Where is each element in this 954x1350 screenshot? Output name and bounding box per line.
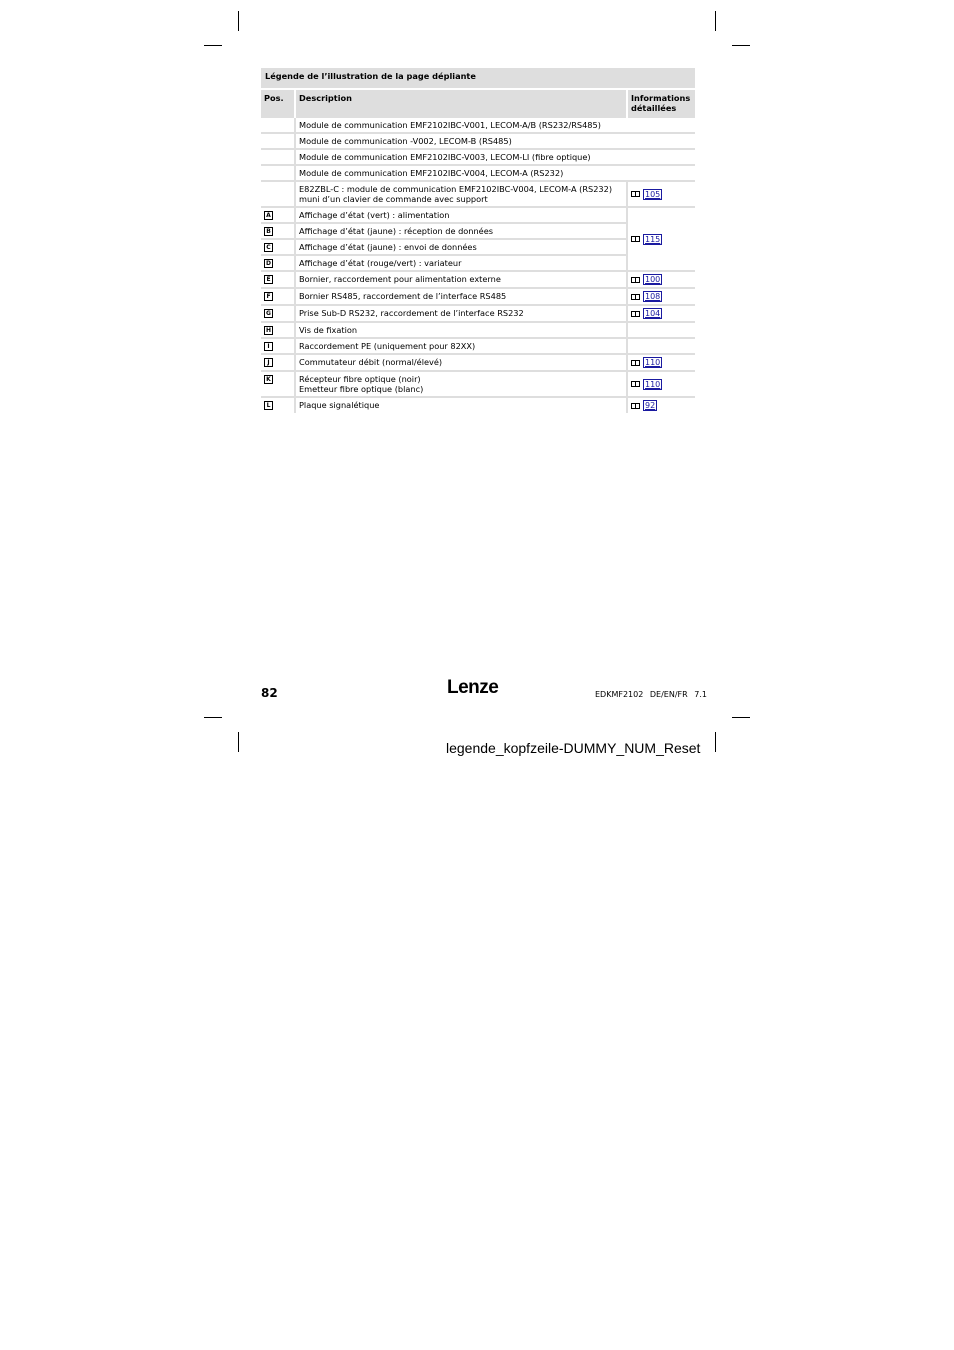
book-icon	[631, 236, 640, 242]
table-title: Légende de l’illustration de la page dépliante	[261, 68, 695, 88]
row-description: Récepteur fibre optique (noir) Emetteur fibre optique (blanc)	[295, 371, 627, 397]
header-info: Informations détaillées	[627, 90, 695, 118]
table-row	[261, 118, 695, 133]
row-description: Affichage d’état (jaune) : envoi de données	[295, 239, 627, 255]
row-description: Module de communication -V002, LECOM-B (RS485)	[295, 133, 695, 149]
row-description: Affichage d’état (jaune) : réception de données	[295, 223, 627, 239]
position-marker: F	[264, 292, 273, 301]
table-row	[261, 322, 695, 338]
table-row	[261, 271, 695, 288]
doc-id: EDKMF2102	[595, 690, 644, 699]
page-link[interactable]: 92	[645, 401, 656, 410]
lenze-logo: Lenze	[447, 677, 499, 698]
position-marker: I	[264, 342, 273, 351]
table-row	[261, 207, 695, 223]
page-link[interactable]: 110	[645, 358, 661, 367]
book-icon	[631, 191, 640, 197]
template-label: legende_kopfzeile-DUMMY_NUM_Reset	[446, 740, 701, 756]
book-icon	[631, 360, 640, 366]
position-marker: B	[264, 227, 273, 236]
legend-table	[261, 68, 695, 413]
doc-languages: DE/EN/FR	[649, 690, 688, 699]
crop-mark	[715, 11, 716, 31]
row-info	[627, 288, 695, 305]
page-link[interactable]: 108	[645, 292, 661, 301]
table-row	[261, 165, 695, 181]
row-info	[627, 181, 695, 207]
position-marker: G	[264, 309, 273, 318]
crop-mark	[238, 732, 239, 752]
book-icon	[631, 277, 640, 283]
position-marker: K	[264, 375, 273, 384]
book-icon	[631, 403, 640, 409]
row-description: Bornier RS485, raccordement de l’interface RS485	[295, 288, 627, 305]
book-icon	[631, 311, 640, 317]
table-row	[261, 397, 695, 413]
row-description: Vis de fixation	[295, 322, 627, 338]
row-description: E82ZBL-C : module de communication EMF2102IBC-V004, LECOM-A (RS232) muni d’un clavier de commande avec support	[295, 181, 627, 207]
row-info	[627, 371, 695, 397]
row-description: Raccordement PE (uniquement pour 82XX)	[295, 338, 627, 354]
page-link[interactable]: 105	[645, 189, 661, 199]
row-description: Module de communication EMF2102IBC-V004, LECOM-A (RS232)	[295, 165, 695, 181]
position-marker: A	[264, 211, 273, 220]
crop-mark	[732, 45, 750, 46]
row-description: Module de communication EMF2102IBC-V001, LECOM-A/B (RS232/RS485)	[295, 118, 695, 133]
crop-mark	[204, 717, 222, 718]
row-info	[627, 397, 695, 413]
header-description: Description	[295, 90, 627, 118]
doc-version: 7.1	[694, 690, 707, 699]
position-marker: H	[265, 327, 272, 334]
crop-mark	[732, 717, 750, 718]
crop-mark	[715, 732, 716, 752]
row-info	[627, 271, 695, 288]
position-marker: L	[264, 401, 273, 410]
table-row	[261, 354, 695, 371]
table-row	[261, 305, 695, 322]
table-row	[261, 288, 695, 305]
row-info	[627, 338, 695, 354]
crop-mark	[238, 11, 239, 31]
header-pos: Pos.	[261, 90, 295, 118]
row-info	[627, 305, 695, 322]
row-description: Plaque signalétique	[295, 397, 627, 413]
page-link[interactable]: 110	[645, 379, 661, 389]
row-info	[627, 207, 695, 271]
document-reference	[595, 690, 711, 699]
table-row	[261, 371, 695, 397]
row-description: Bornier, raccordement pour alimentation externe	[295, 271, 627, 288]
book-icon	[631, 294, 640, 300]
row-description: Affichage d’état (rouge/vert) : variateur	[295, 255, 627, 271]
row-description: Module de communication EMF2102IBC-V003, LECOM-LI (fibre optique)	[295, 149, 695, 165]
row-description: Affichage d’état (vert) : alimentation	[295, 207, 627, 223]
table-row	[261, 181, 695, 207]
book-icon	[631, 381, 640, 387]
table-row	[261, 338, 695, 354]
row-info	[627, 322, 695, 338]
position-marker: E	[264, 275, 273, 284]
page-link[interactable]: 104	[645, 309, 661, 318]
page-number: 82	[261, 686, 278, 700]
crop-mark	[204, 45, 222, 46]
page-link[interactable]: 100	[645, 275, 661, 284]
row-description: Prise Sub-D RS232, raccordement de l’interface RS232	[295, 305, 627, 322]
row-info	[627, 354, 695, 371]
position-marker: J	[264, 358, 273, 367]
page-link[interactable]: 115	[645, 234, 661, 244]
table-row	[261, 149, 695, 165]
position-marker: D	[264, 259, 273, 268]
row-description: Commutateur débit (normal/élevé)	[295, 354, 627, 371]
table-row	[261, 133, 695, 149]
position-marker: C	[264, 243, 273, 252]
